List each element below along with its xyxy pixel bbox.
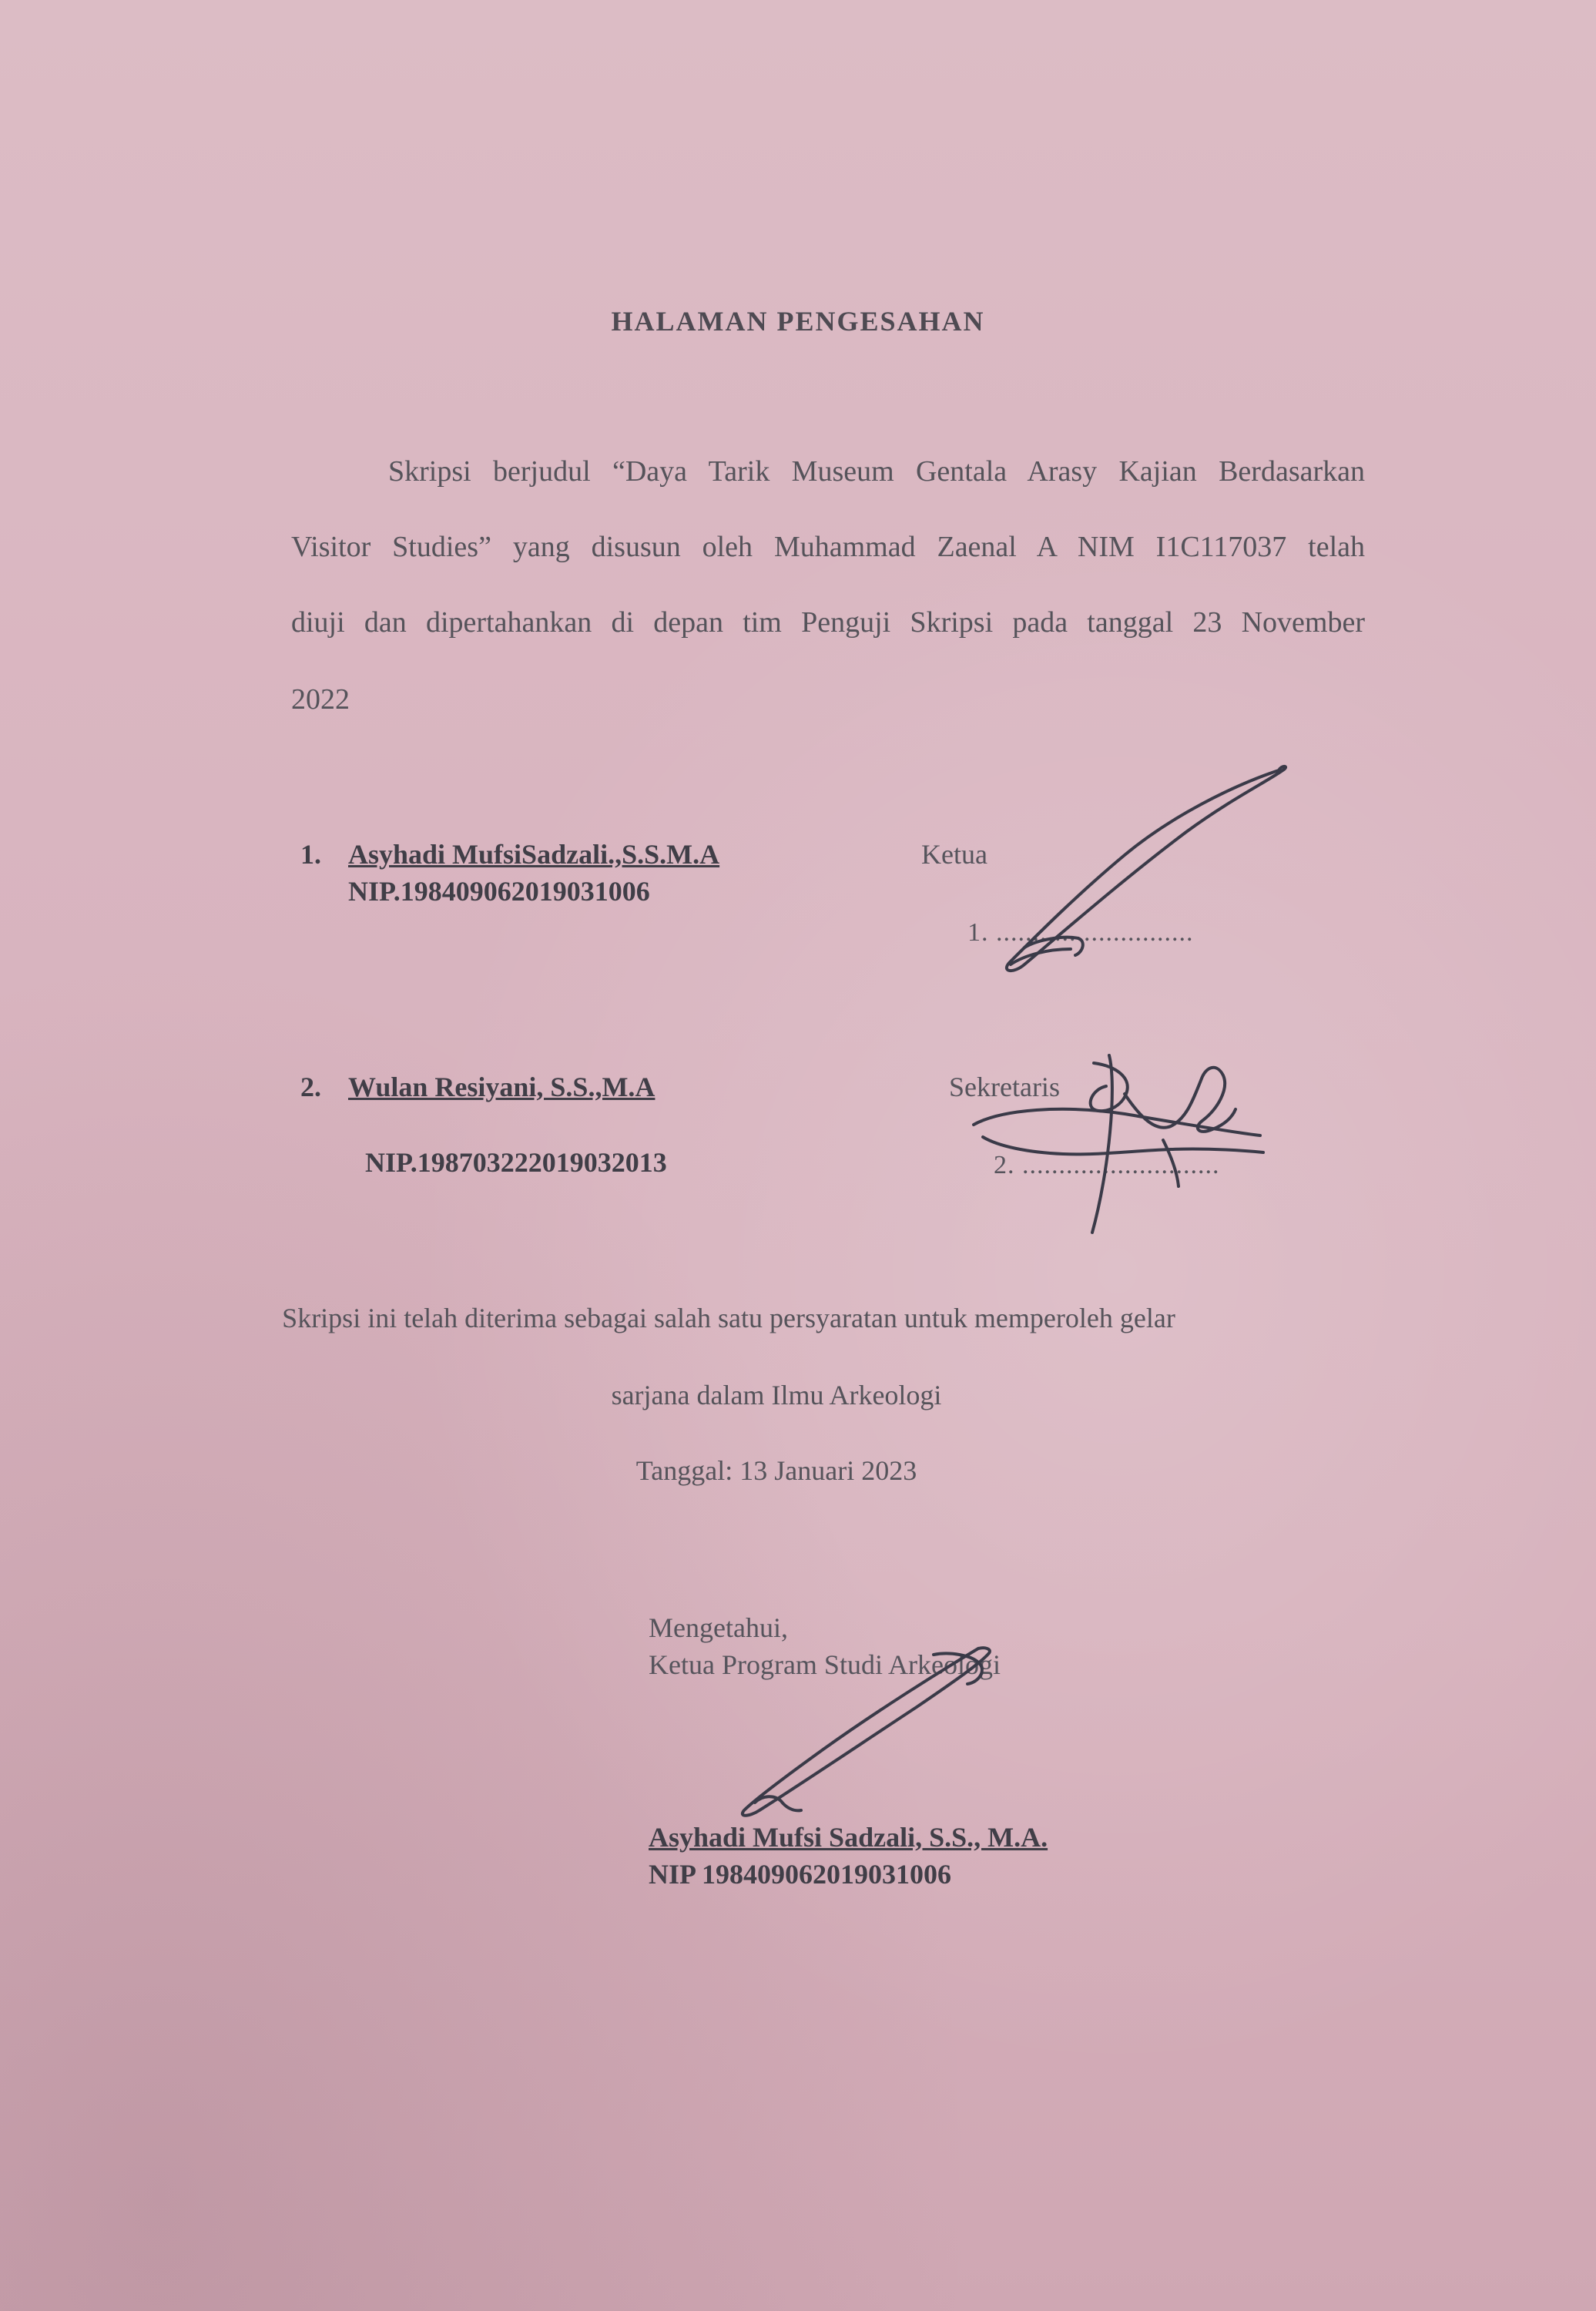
acceptance-line-2: sarjana dalam Ilmu Arkeologi	[611, 1380, 942, 1410]
paragraph-line-4: 2022	[291, 683, 350, 716]
member-1-nip: NIP.198409062019031006	[348, 876, 650, 907]
acceptance-line-1: Skripsi ini telah diterima sebagai salah satu persyaratan untuk memperoleh gelar	[282, 1303, 1175, 1333]
member-2-number: 2.	[300, 1072, 321, 1102]
member-1-signature-line: 1. ...........................	[967, 918, 1194, 947]
approval-label: Mengetahui,	[649, 1612, 788, 1643]
member-2-role: Sekretaris	[949, 1072, 1060, 1102]
approval-nip: NIP 198409062019031006	[649, 1859, 952, 1890]
paragraph-line-1: Skripsi berjudul “Daya Tarik Museum Gentala Arasy Kajian Berdasarkan	[388, 455, 1365, 488]
member-2-signature-line: 2. ...........................	[994, 1151, 1220, 1179]
member-1-role: Ketua	[921, 839, 987, 870]
member-2-nip: NIP.198703222019032013	[365, 1147, 667, 1178]
member-1-name: Asyhadi MufsiSadzali.,S.S.M.A	[348, 839, 720, 870]
approval-position: Ketua Program Studi Arkeologi	[649, 1649, 1001, 1680]
page-title: HALAMAN PENGESAHAN	[611, 306, 985, 337]
paragraph-line-2: Visitor Studies” yang disusun oleh Muhammad Zaenal A NIM I1C117037 telah	[291, 531, 1365, 563]
member-2-name: Wulan Resiyani, S.S.,M.A	[348, 1072, 656, 1102]
member-1-number: 1.	[300, 839, 321, 870]
date-line: Tanggal: 13 Januari 2023	[635, 1455, 917, 1486]
approval-name: Asyhadi Mufsi Sadzali, S.S., M.A.	[649, 1822, 1048, 1853]
paragraph-line-3: diuji dan dipertahankan di depan tim Penguji Skripsi pada tanggal 23 November	[291, 606, 1365, 639]
